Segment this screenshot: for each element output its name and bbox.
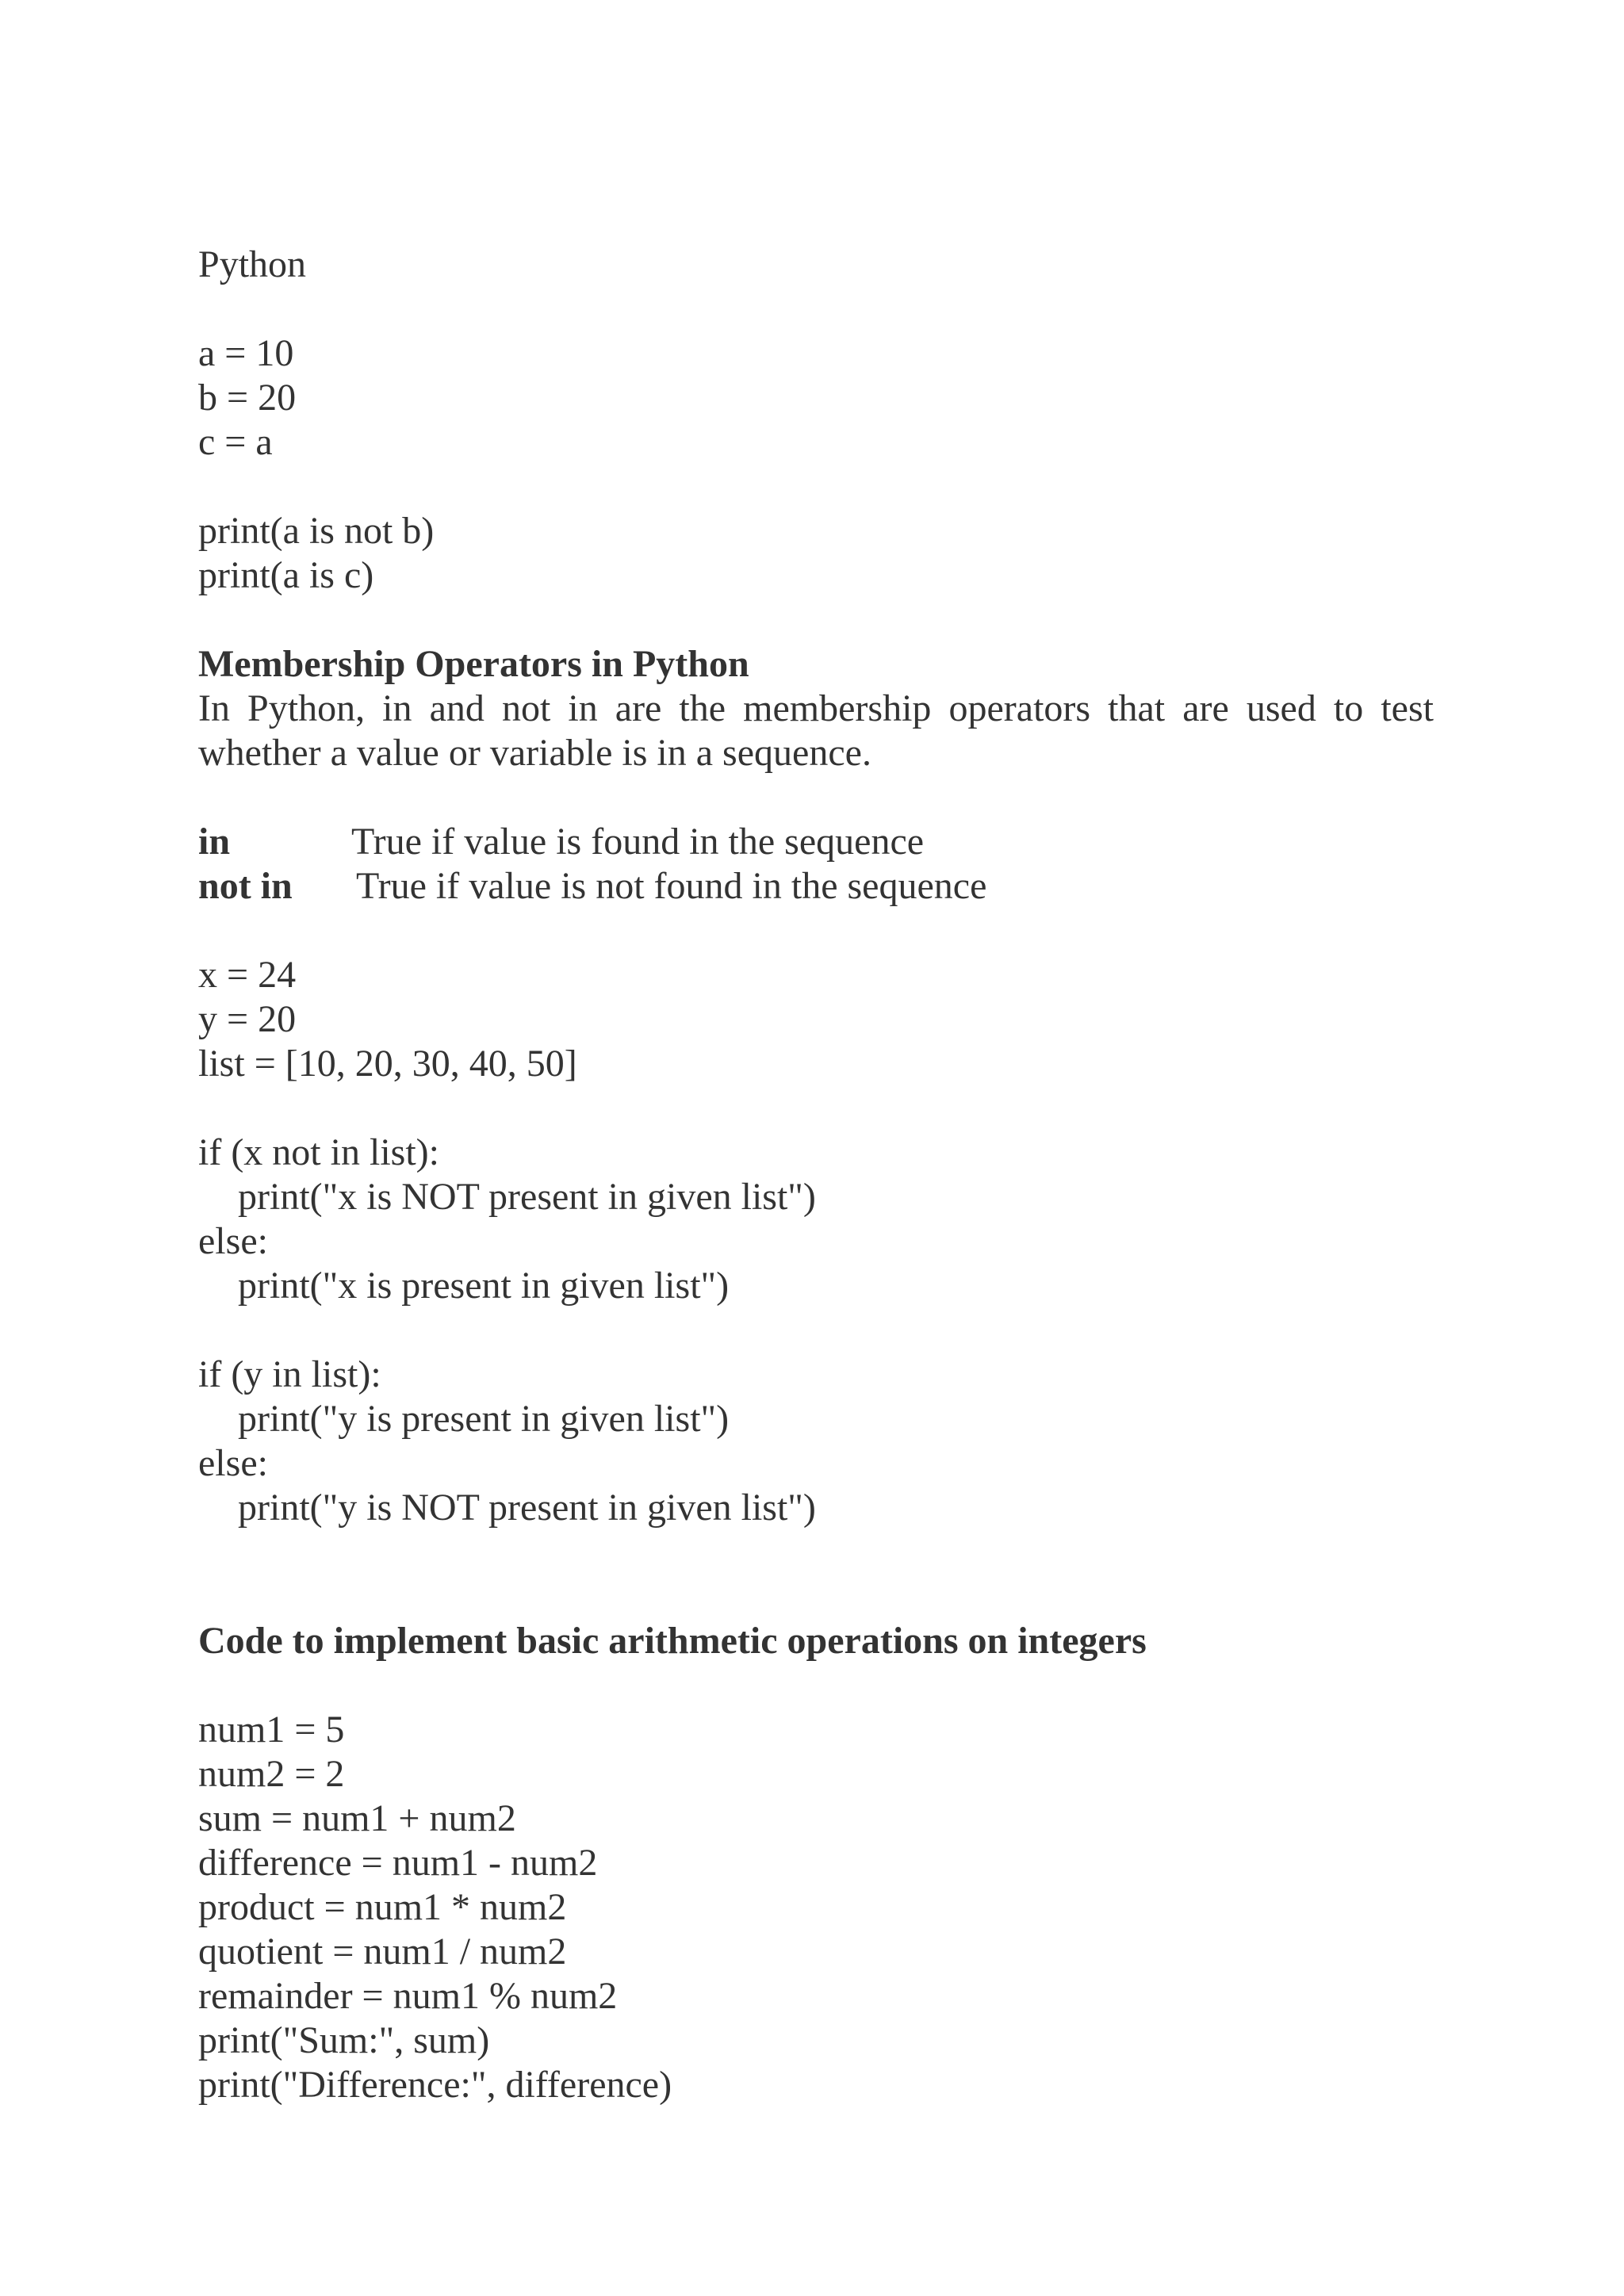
spacer — [198, 1663, 1434, 1708]
operator-row-not-in — [198, 864, 1434, 909]
spacer — [198, 287, 1434, 331]
code-line: num2 = 2 — [198, 1753, 345, 1795]
code-line: b = 20 — [198, 377, 297, 419]
code-line: print("y is present in given list") — [238, 1398, 730, 1440]
document-title: Python — [198, 243, 307, 285]
code-line: else: — [198, 1220, 268, 1262]
operator-term: in — [198, 821, 231, 863]
code-line: print("y is NOT present in given list") — [238, 1487, 816, 1529]
spacer — [198, 598, 1434, 642]
code-line: c = a — [198, 421, 273, 463]
code-line: if (y in list): — [198, 1353, 381, 1395]
code-line: difference = num1 - num2 — [198, 1842, 598, 1884]
spacer — [198, 909, 1434, 953]
code-line: print("x is NOT present in given list") — [238, 1176, 816, 1218]
spacer — [198, 775, 1434, 820]
code-line: product = num1 * num2 — [198, 1886, 567, 1928]
code-line: x = 24 — [198, 954, 297, 996]
code-line: print("Difference:", difference) — [198, 2064, 672, 2106]
code-line: print(a is c) — [198, 554, 374, 596]
code-line: print(a is not b) — [198, 510, 435, 552]
arithmetic-heading: Code to implement basic arithmetic operations on integers — [198, 1620, 1147, 1662]
spacer — [198, 1086, 1434, 1131]
spacer — [198, 465, 1434, 509]
code-line: sum = num1 + num2 — [198, 1797, 516, 1839]
document-content — [198, 243, 1434, 2107]
code-line: quotient = num1 / num2 — [198, 1931, 567, 1973]
code-line: if (x not in list): — [198, 1131, 439, 1173]
membership-description: In Python, in and not in are the membership operators that are used to test whether a value or variable is in a sequence. — [198, 687, 1434, 774]
operator-description: True if value is not found in the sequence — [356, 865, 987, 907]
code-line: print("x is present in given list") — [238, 1265, 730, 1307]
operator-row-in — [198, 820, 1434, 864]
operator-term: not in — [198, 865, 293, 907]
spacer — [198, 1530, 1434, 1619]
spacer — [198, 1308, 1434, 1353]
code-line: else: — [198, 1442, 268, 1484]
code-line: num1 = 5 — [198, 1709, 345, 1751]
operator-description: True if value is found in the sequence — [351, 821, 925, 863]
code-line: y = 20 — [198, 998, 297, 1040]
membership-heading: Membership Operators in Python — [198, 643, 749, 685]
code-line: print("Sum:", sum) — [198, 2019, 490, 2061]
code-line: remainder = num1 % num2 — [198, 1975, 618, 2017]
code-line: a = 10 — [198, 332, 294, 374]
code-line: list = [10, 20, 30, 40, 50] — [198, 1043, 577, 1085]
